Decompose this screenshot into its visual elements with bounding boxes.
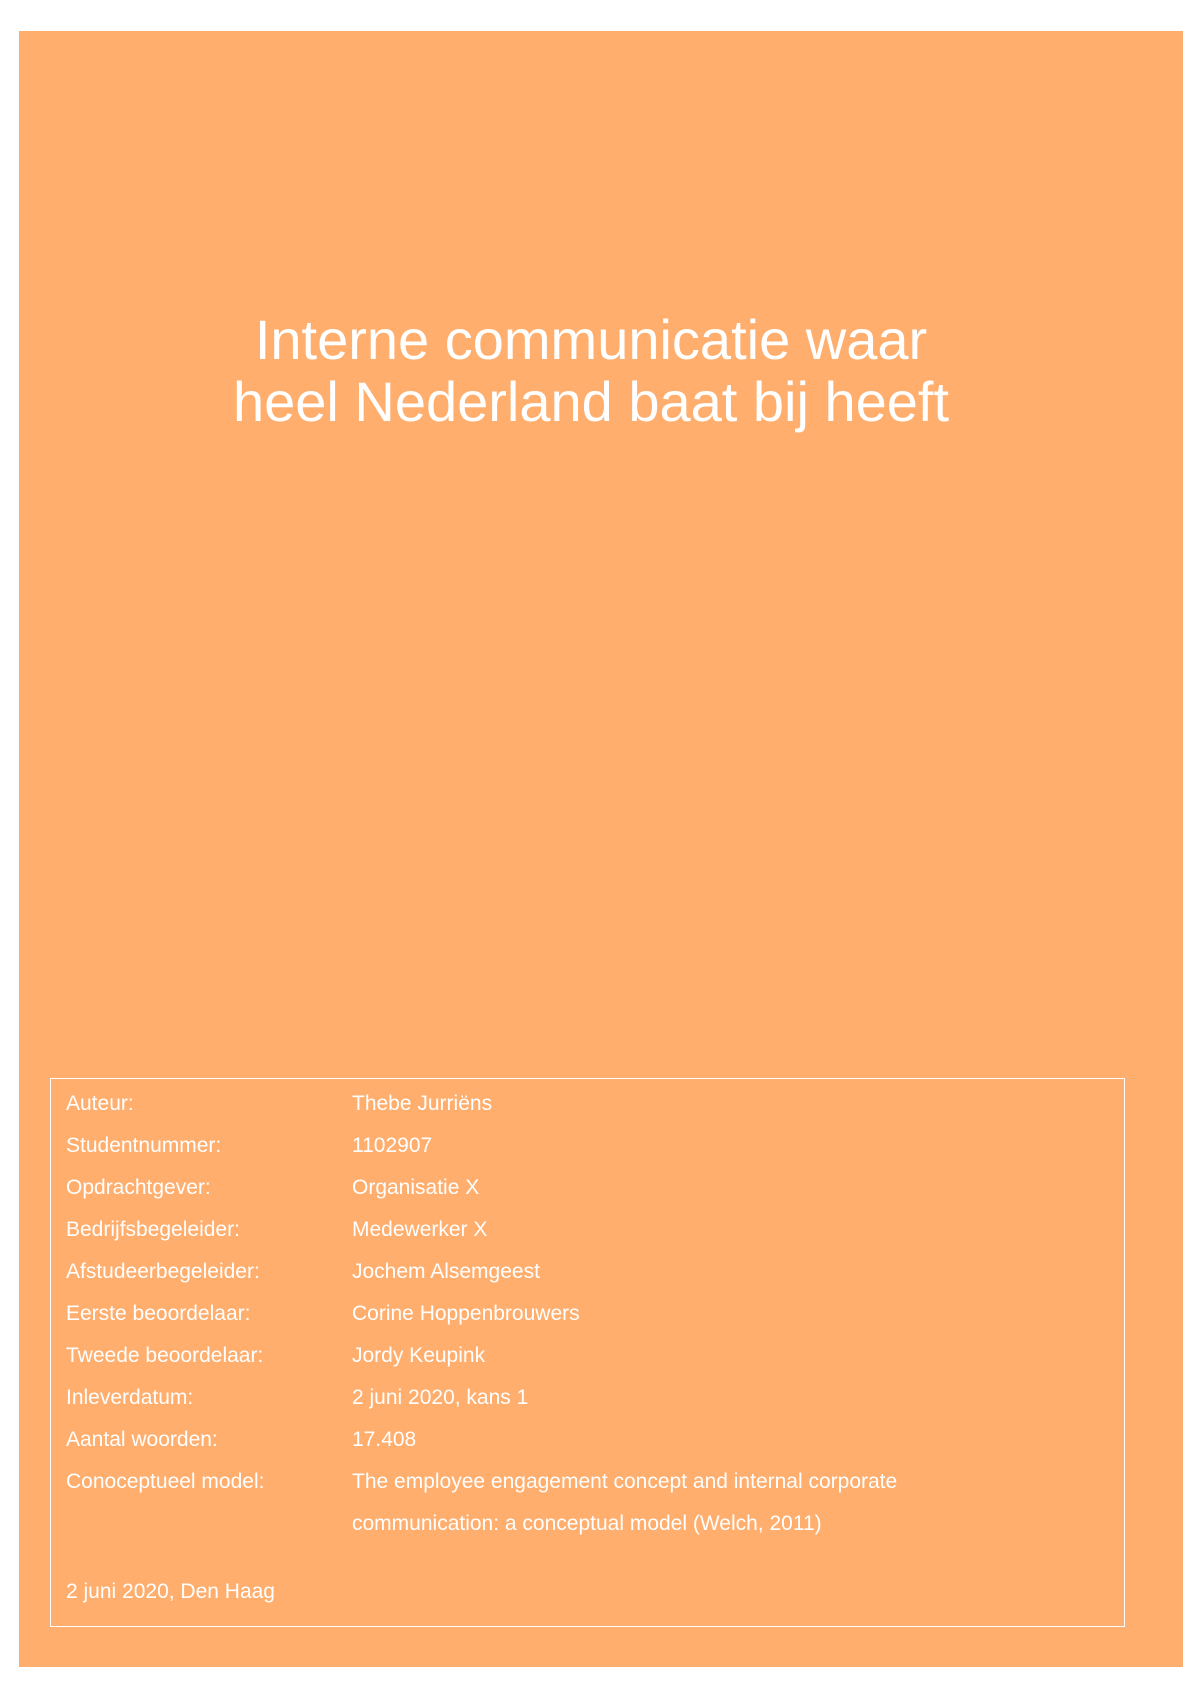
info-value: 2 juni 2020, kans 1 xyxy=(352,1386,529,1409)
info-value: Corine Hoppenbrouwers xyxy=(352,1302,580,1325)
document-title xyxy=(19,309,1163,433)
info-row-auteur xyxy=(66,1083,1106,1125)
cover-panel xyxy=(19,31,1183,1667)
info-label: Opdrachtgever: xyxy=(66,1176,211,1199)
info-label: Auteur: xyxy=(66,1092,134,1115)
info-label: Tweede beoordelaar: xyxy=(66,1344,264,1367)
info-row-conceptueel-model xyxy=(66,1461,1106,1545)
info-value: 17.408 xyxy=(352,1428,417,1451)
info-row-aantal-woorden xyxy=(66,1419,1106,1461)
title-line-2: heel Nederland baat bij heeft xyxy=(232,370,950,433)
info-value: Medewerker X xyxy=(352,1218,488,1241)
info-box xyxy=(50,1078,1125,1627)
info-row-studentnummer xyxy=(66,1125,1106,1167)
info-row-inleverdatum xyxy=(66,1377,1106,1419)
info-label: Bedrijfsbegeleider: xyxy=(66,1218,240,1241)
info-table xyxy=(66,1083,1106,1545)
info-value: Thebe Jurriëns xyxy=(352,1092,493,1115)
info-label: Afstudeerbegeleider: xyxy=(66,1260,260,1283)
info-row-tweede-beoordelaar xyxy=(66,1335,1106,1377)
info-value: 1102907 xyxy=(352,1134,433,1157)
info-row-opdrachtgever xyxy=(66,1167,1106,1209)
info-label: Aantal woorden: xyxy=(66,1428,218,1451)
info-value: Organisatie X xyxy=(352,1176,480,1199)
info-value: Jordy Keupink xyxy=(352,1344,486,1367)
info-value: The employee engagement concept and internal corporate communication: a conceptual model (Welch, 2011) xyxy=(352,1470,898,1535)
info-row-afstudeerbegeleider xyxy=(66,1251,1106,1293)
info-value: Jochem Alsemgeest xyxy=(352,1260,540,1283)
title-line-1: Interne communicatie waar xyxy=(254,308,928,371)
date-place-line: 2 juni 2020, Den Haag xyxy=(66,1580,275,1603)
info-label: Inleverdatum: xyxy=(66,1386,194,1409)
info-label: Conoceptueel model: xyxy=(66,1470,265,1493)
info-row-eerste-beoordelaar xyxy=(66,1293,1106,1335)
info-label: Eerste beoordelaar: xyxy=(66,1302,251,1325)
info-label: Studentnummer: xyxy=(66,1134,222,1157)
info-row-bedrijfsbegeleider xyxy=(66,1209,1106,1251)
